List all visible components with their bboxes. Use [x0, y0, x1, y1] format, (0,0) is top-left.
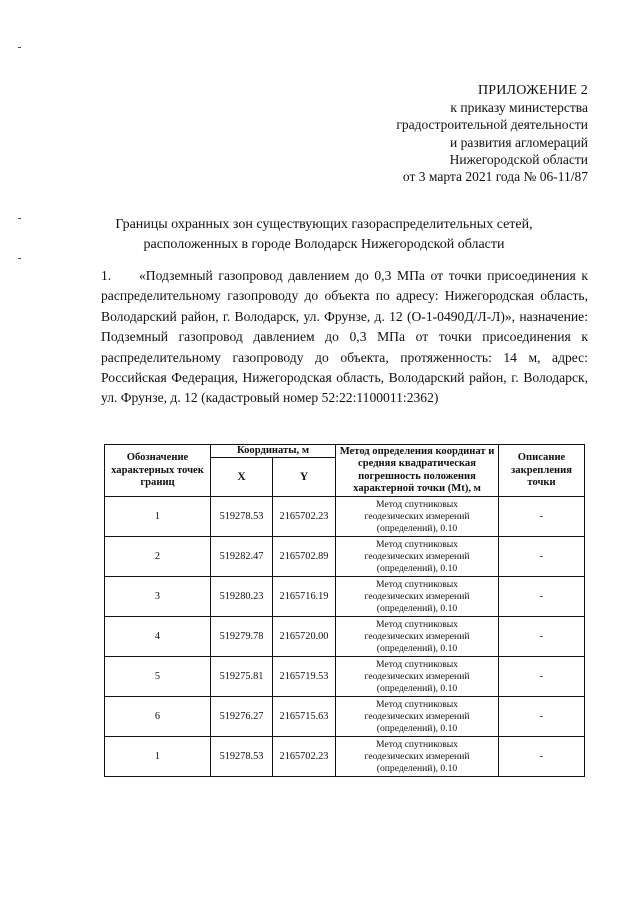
document-title-line: расположенных в городе Володарск Нижегородской области — [143, 237, 505, 252]
header-y: Y — [273, 458, 336, 497]
method-line: геодезических измерений — [364, 750, 470, 762]
cell-point: 6 — [105, 697, 211, 737]
cell-x: 519282.47 — [211, 537, 273, 577]
method-line: (определений), 0.10 — [376, 522, 458, 534]
cell-method — [336, 737, 499, 777]
table-row — [105, 577, 585, 617]
cell-x: 519279.78 — [211, 617, 273, 657]
cell-method — [336, 657, 499, 697]
margin-mark — [18, 258, 21, 259]
cell-x: 519278.53 — [211, 737, 273, 777]
cell-y: 2165720.00 — [273, 617, 336, 657]
table-header-row — [105, 445, 585, 458]
cell-method — [336, 697, 499, 737]
method-line: Метод спутниковых — [376, 698, 458, 710]
method-line: геодезических измерений — [364, 710, 470, 722]
margin-mark — [18, 47, 21, 48]
item-number: 1. — [101, 268, 112, 283]
cell-y: 2165702.23 — [273, 737, 336, 777]
item-text: «Подземный газопровод давлением до 0,3 МПа от точки присоединения к распределительному газопроводу до объекта по адресу: Нижегородская область, Володарский район, г. Володарск, ул. Фрунзе, д. 12 (О-1-0490Д/Л-Л)», назначение: Подземный газопровод давлением до 0,3 МПа от точки присоединения к распределительному газопроводу до объекта, протяженность: 14 м, адрес: Российская Федерация, Нижегородская область, Володарский район, г. Володарск, ул. Фрунзе, д. 12 (кадастровый номер 52:22:1100011:2362) — [101, 268, 588, 406]
cell-y: 2165702.89 — [273, 537, 336, 577]
method-line: Метод спутниковых — [376, 618, 458, 630]
cell-description: - — [499, 617, 585, 657]
cell-point: 1 — [105, 737, 211, 777]
appendix-line: от 3 марта 2021 года № 06-11/87 — [402, 169, 588, 185]
document-title-line: Границы охранных зон существующих газораспределительных сетей, — [115, 217, 533, 232]
cell-description: - — [499, 737, 585, 777]
item-paragraph — [101, 266, 588, 409]
cell-description: - — [499, 537, 585, 577]
cell-x: 519276.27 — [211, 697, 273, 737]
method-line: (определений), 0.10 — [376, 722, 458, 734]
method-line: Метод спутниковых — [376, 578, 458, 590]
cell-x: 519275.81 — [211, 657, 273, 697]
header-method: Метод определения координат и средняя квадратическая погрешность положения характерной точки (Mt), м — [336, 445, 499, 497]
method-line: Метод спутниковых — [376, 538, 458, 550]
cell-y: 2165716.19 — [273, 577, 336, 617]
method-line: геодезических измерений — [364, 510, 470, 522]
table-row — [105, 537, 585, 577]
header-point: Обозначение характерных точек границ — [105, 445, 211, 497]
cell-description: - — [499, 497, 585, 537]
method-line: (определений), 0.10 — [376, 642, 458, 654]
method-line: Метод спутниковых — [376, 498, 458, 510]
method-line: Метод спутниковых — [376, 738, 458, 750]
appendix-line: к приказу министерства — [450, 100, 588, 116]
margin-mark — [18, 218, 21, 219]
cell-method — [336, 537, 499, 577]
header-coords: Координаты, м — [211, 445, 336, 458]
method-line: (определений), 0.10 — [376, 682, 458, 694]
appendix-line: Нижегородской области — [449, 151, 588, 167]
appendix-block — [288, 82, 588, 185]
header-x: X — [211, 458, 273, 497]
table-row — [105, 697, 585, 737]
cell-method — [336, 577, 499, 617]
cell-point: 5 — [105, 657, 211, 697]
method-line: (определений), 0.10 — [376, 762, 458, 774]
cell-description: - — [499, 697, 585, 737]
cell-x: 519278.53 — [211, 497, 273, 537]
method-line: геодезических измерений — [364, 590, 470, 602]
cell-description: - — [499, 657, 585, 697]
table-row — [105, 737, 585, 777]
cell-point: 4 — [105, 617, 211, 657]
cell-point: 2 — [105, 537, 211, 577]
method-line: геодезических измерений — [364, 670, 470, 682]
cell-x: 519280.23 — [211, 577, 273, 617]
cell-description: - — [499, 577, 585, 617]
cell-method — [336, 497, 499, 537]
table-row — [105, 497, 585, 537]
cell-y: 2165702.23 — [273, 497, 336, 537]
cell-point: 3 — [105, 577, 211, 617]
document-title — [60, 215, 588, 255]
appendix-line: и развития агломераций — [449, 134, 588, 150]
appendix-title: ПРИЛОЖЕНИЕ 2 — [477, 83, 588, 98]
method-line: (определений), 0.10 — [376, 602, 458, 614]
cell-y: 2165715.63 — [273, 697, 336, 737]
method-line: Метод спутниковых — [376, 658, 458, 670]
table-row — [105, 617, 585, 657]
method-line: (определений), 0.10 — [376, 562, 458, 574]
cell-y: 2165719.53 — [273, 657, 336, 697]
cell-method — [336, 617, 499, 657]
table-row — [105, 657, 585, 697]
coordinates-table — [104, 444, 585, 777]
method-line: геодезических измерений — [364, 550, 470, 562]
method-line: геодезических измерений — [364, 630, 470, 642]
appendix-line: градостроительной деятельности — [396, 117, 588, 133]
header-description: Описание закрепления точки — [499, 445, 585, 497]
cell-point: 1 — [105, 497, 211, 537]
